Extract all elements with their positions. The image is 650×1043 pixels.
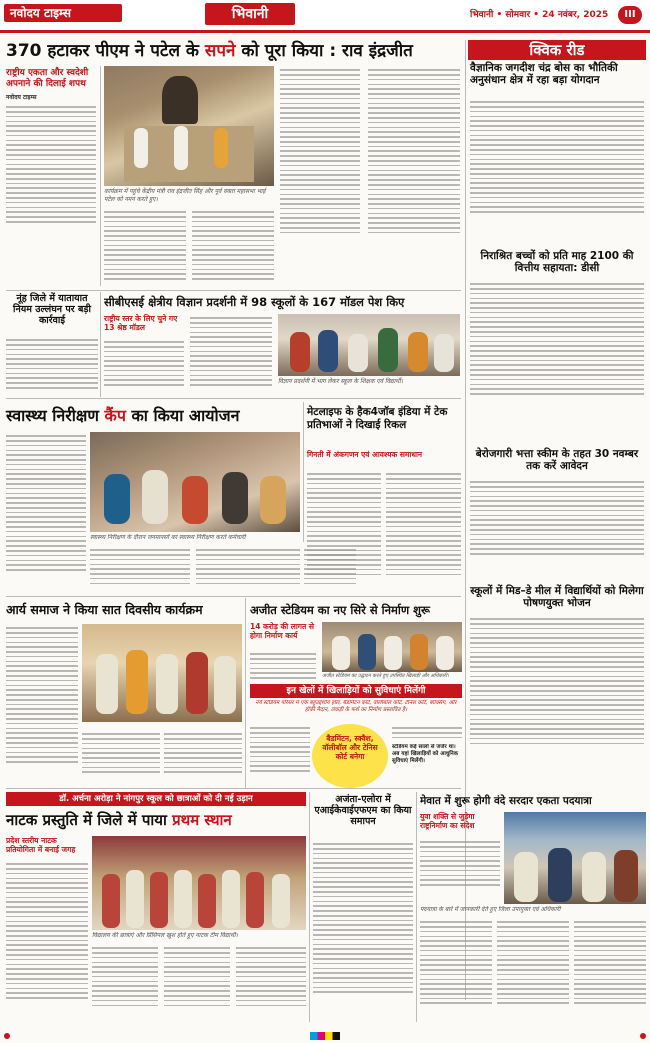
lead-body-col1 bbox=[104, 208, 186, 288]
stadium-banner: इन खेलों में खिलाड़ियों को सुविधाएं मिलेंगी bbox=[250, 684, 462, 698]
stadium-photo-caption: अजीत स्टेडियम का उद्घाटन करते हुए उपस्थित खिलाड़ी और अधिकारी। bbox=[322, 673, 449, 679]
statue-figure bbox=[162, 76, 198, 124]
stadium-burst: बैडमिंटन, स्क्वैश, वॉलीबॉल और टेनिस कोर्ट बनेगा bbox=[312, 724, 388, 788]
stadium-body-col3 bbox=[392, 724, 462, 744]
quick-read-headline-2: निराश्रित बच्चों को प्रति माह 2100 की वित्तीय सहायता: डीसी bbox=[480, 250, 634, 274]
health-body-col1 bbox=[6, 432, 86, 592]
mewat-body-col1 bbox=[420, 838, 500, 900]
paper-name: नवोदय टाइम्स bbox=[4, 4, 122, 22]
metlife-headline: मेटलाइफ के हैक4जॉब इंडिया में टेक प्रतिभाओं ने दिखाई रिकल bbox=[307, 406, 448, 431]
stadium-headline: अजीत स्टेडियम का नए सिरे से निर्माण शुरू bbox=[250, 603, 430, 617]
quick-read-body-2 bbox=[470, 280, 644, 430]
masthead-rule bbox=[0, 30, 650, 33]
drama-body-col3 bbox=[164, 944, 230, 1020]
mewat-photo-caption: पदयात्रा के बारे में जानकारी देते हुए जिला उपायुक्त एवं अधिकारी bbox=[420, 906, 561, 913]
lead-byline: नवोदय टाइम्स bbox=[6, 94, 37, 101]
stadium-kicker: 14 करोड़ की लागत से होगा निर्माण कार्य bbox=[250, 622, 314, 640]
lead-sub-story bbox=[6, 68, 96, 288]
metlife-body-col2 bbox=[386, 470, 461, 594]
lead-body-col2 bbox=[192, 208, 274, 288]
metlife-body-col1 bbox=[307, 470, 381, 594]
drama-headline: नाटक प्रस्तुति में जिले में पाया प्रथम स्थान bbox=[6, 811, 232, 829]
mewat-body-col4 bbox=[574, 918, 646, 1020]
stadium-photo bbox=[322, 622, 462, 672]
drama-body-col4 bbox=[236, 944, 306, 1020]
science-body-col1 bbox=[104, 338, 184, 396]
mewat-body-col3 bbox=[497, 918, 569, 1020]
arya-body-col3 bbox=[164, 730, 242, 784]
health-body-col2 bbox=[90, 546, 190, 594]
ajanta-headline: अजंता-एलोरा में एआईकेवाईएफएम का किया समापन bbox=[314, 794, 412, 827]
science-photo-caption: विज्ञान प्रदर्शनी में भाग लेकर स्कूल के शिक्षक एवं विद्यार्थी। bbox=[278, 378, 403, 385]
stadium-body-col2 bbox=[250, 724, 310, 786]
lead-headline: 370 हटाकर पीएम ने पटेल के सपने को पूरा किया : राव इंद्रजीत bbox=[6, 41, 413, 61]
arya-body-col2 bbox=[82, 730, 160, 784]
arya-body-col1 bbox=[6, 624, 78, 784]
mewat-kicker: युवा शक्ति से जुड़ेगा राष्ट्रनिर्माण का संदेश bbox=[420, 812, 475, 830]
lead-body-col4 bbox=[368, 66, 460, 288]
quick-read-headline-3: बेरोजगारी भत्ता स्कीम के तहत 30 नवम्बर तक करें आवेदन bbox=[475, 448, 639, 472]
quick-read-body-1 bbox=[470, 98, 644, 248]
health-photo-caption: स्वास्थ्य निरीक्षण के दौरान जनमानसों का स्वास्थ्य निरीक्षण करते कर्मचारी bbox=[90, 534, 246, 541]
quick-read-body-4 bbox=[470, 615, 644, 785]
column-rule bbox=[100, 66, 101, 286]
quick-read-label: क्विक रीड bbox=[468, 40, 646, 60]
quick-read-headline-4: स्कूलों में मिड–डे मील में विद्यार्थियों को मिलेगा पोषणयुक्त भोजन bbox=[470, 585, 644, 609]
mewat-photo bbox=[504, 812, 646, 904]
quick-read-headline-1: वैज्ञानिक जगदीश चंद्र बोस का भौतिकी अनुसंधान क्षेत्र में रहा बड़ा योगदान bbox=[470, 62, 618, 86]
drama-body-col2 bbox=[92, 944, 158, 1020]
footer-strip bbox=[0, 1030, 650, 1043]
science-body-col2 bbox=[190, 314, 272, 396]
science-headline: सीबीएसई क्षेत्रीय विज्ञान प्रदर्शनी में 98 स्कूलों के 167 मॉडल पेश किए bbox=[104, 295, 405, 309]
mewat-headline: मेवात में शुरू होगी वंदे सरदार एकता पदयात्रा bbox=[420, 795, 592, 807]
stadium-banner-text: नये स्टेडियम परिसर में एक बहुउद्देशीय हॉल, बैडमिंटन कोर्ट, वॉलीबॉल कोर्ट, टेनिस कोर्ट, बॉक्सिंग, और हॉकी मैदान, लकड़ी के फर्श का निर्माण प्रस्तावित है। bbox=[255, 700, 457, 713]
health-photo bbox=[90, 432, 300, 532]
arva-headline: डॉ. अर्चना अरोड़ा ने नांगपुर स्कूल को छात्राओं को दी नई उड़ान bbox=[6, 792, 306, 806]
drama-body-col1 bbox=[6, 860, 88, 1020]
page-number: III bbox=[618, 6, 642, 24]
drama-photo-caption: विद्यालय की छात्राएं और प्रिंसिपल खुश होते हुए नाटक टीम विद्यार्थी। bbox=[92, 932, 238, 939]
drama-photo bbox=[92, 836, 306, 930]
quick-read-body-3 bbox=[470, 478, 644, 578]
traffic-body bbox=[6, 336, 98, 396]
science-photo bbox=[278, 314, 460, 376]
lead-photo-caption: कार्यक्रम में पहुंचे केंद्रीय मंत्री राव इंद्रजीत सिंह और पूर्व वक्ता महासभा भाई पटेल को नमन करते हुए। bbox=[104, 188, 266, 203]
date-line: भिवानी • सोमवार • 24 नवंबर, 2025 bbox=[470, 10, 609, 20]
drama-kicker: प्रदेश स्तरीय नाटक प्रतियोगिता में बनाई जगह bbox=[6, 836, 76, 854]
lead-subheadline: राष्ट्रीय एकता और स्वदेशी अपनाने की दिलाई शपथ bbox=[6, 68, 89, 89]
stadium-quote: स्टेडियम कई सालों से जर्जर था। अब यहां खिलाड़ियों को आधुनिक सुविधाएं मिलेंगी। bbox=[392, 744, 458, 764]
mewat-body-col2 bbox=[420, 918, 492, 1020]
lead-body-col3 bbox=[280, 66, 360, 288]
arya-headline: आर्य समाज ने किया सात दिवसीय कार्यक्रम bbox=[6, 602, 203, 617]
lead-photo bbox=[104, 66, 274, 186]
science-kicker: राष्ट्रीय स्तर के लिए चुने गए 13 श्रेष्ठ मॉडल bbox=[104, 314, 178, 332]
traffic-headline: नूंह जिले में यातायात नियम उल्लंघन पर बड़ी कार्रवाई bbox=[13, 293, 91, 326]
edition-name: भिवानी bbox=[205, 3, 295, 25]
arya-photo bbox=[82, 624, 242, 722]
metlife-kicker: गिनती में अंकगणन एवं आवश्यक समाधान bbox=[307, 450, 423, 459]
health-body-col3 bbox=[196, 546, 300, 594]
health-headline: स्वास्थ्य निरीक्षण कैंप का किया आयोजन bbox=[6, 406, 240, 425]
ajanta-body bbox=[313, 840, 413, 1020]
